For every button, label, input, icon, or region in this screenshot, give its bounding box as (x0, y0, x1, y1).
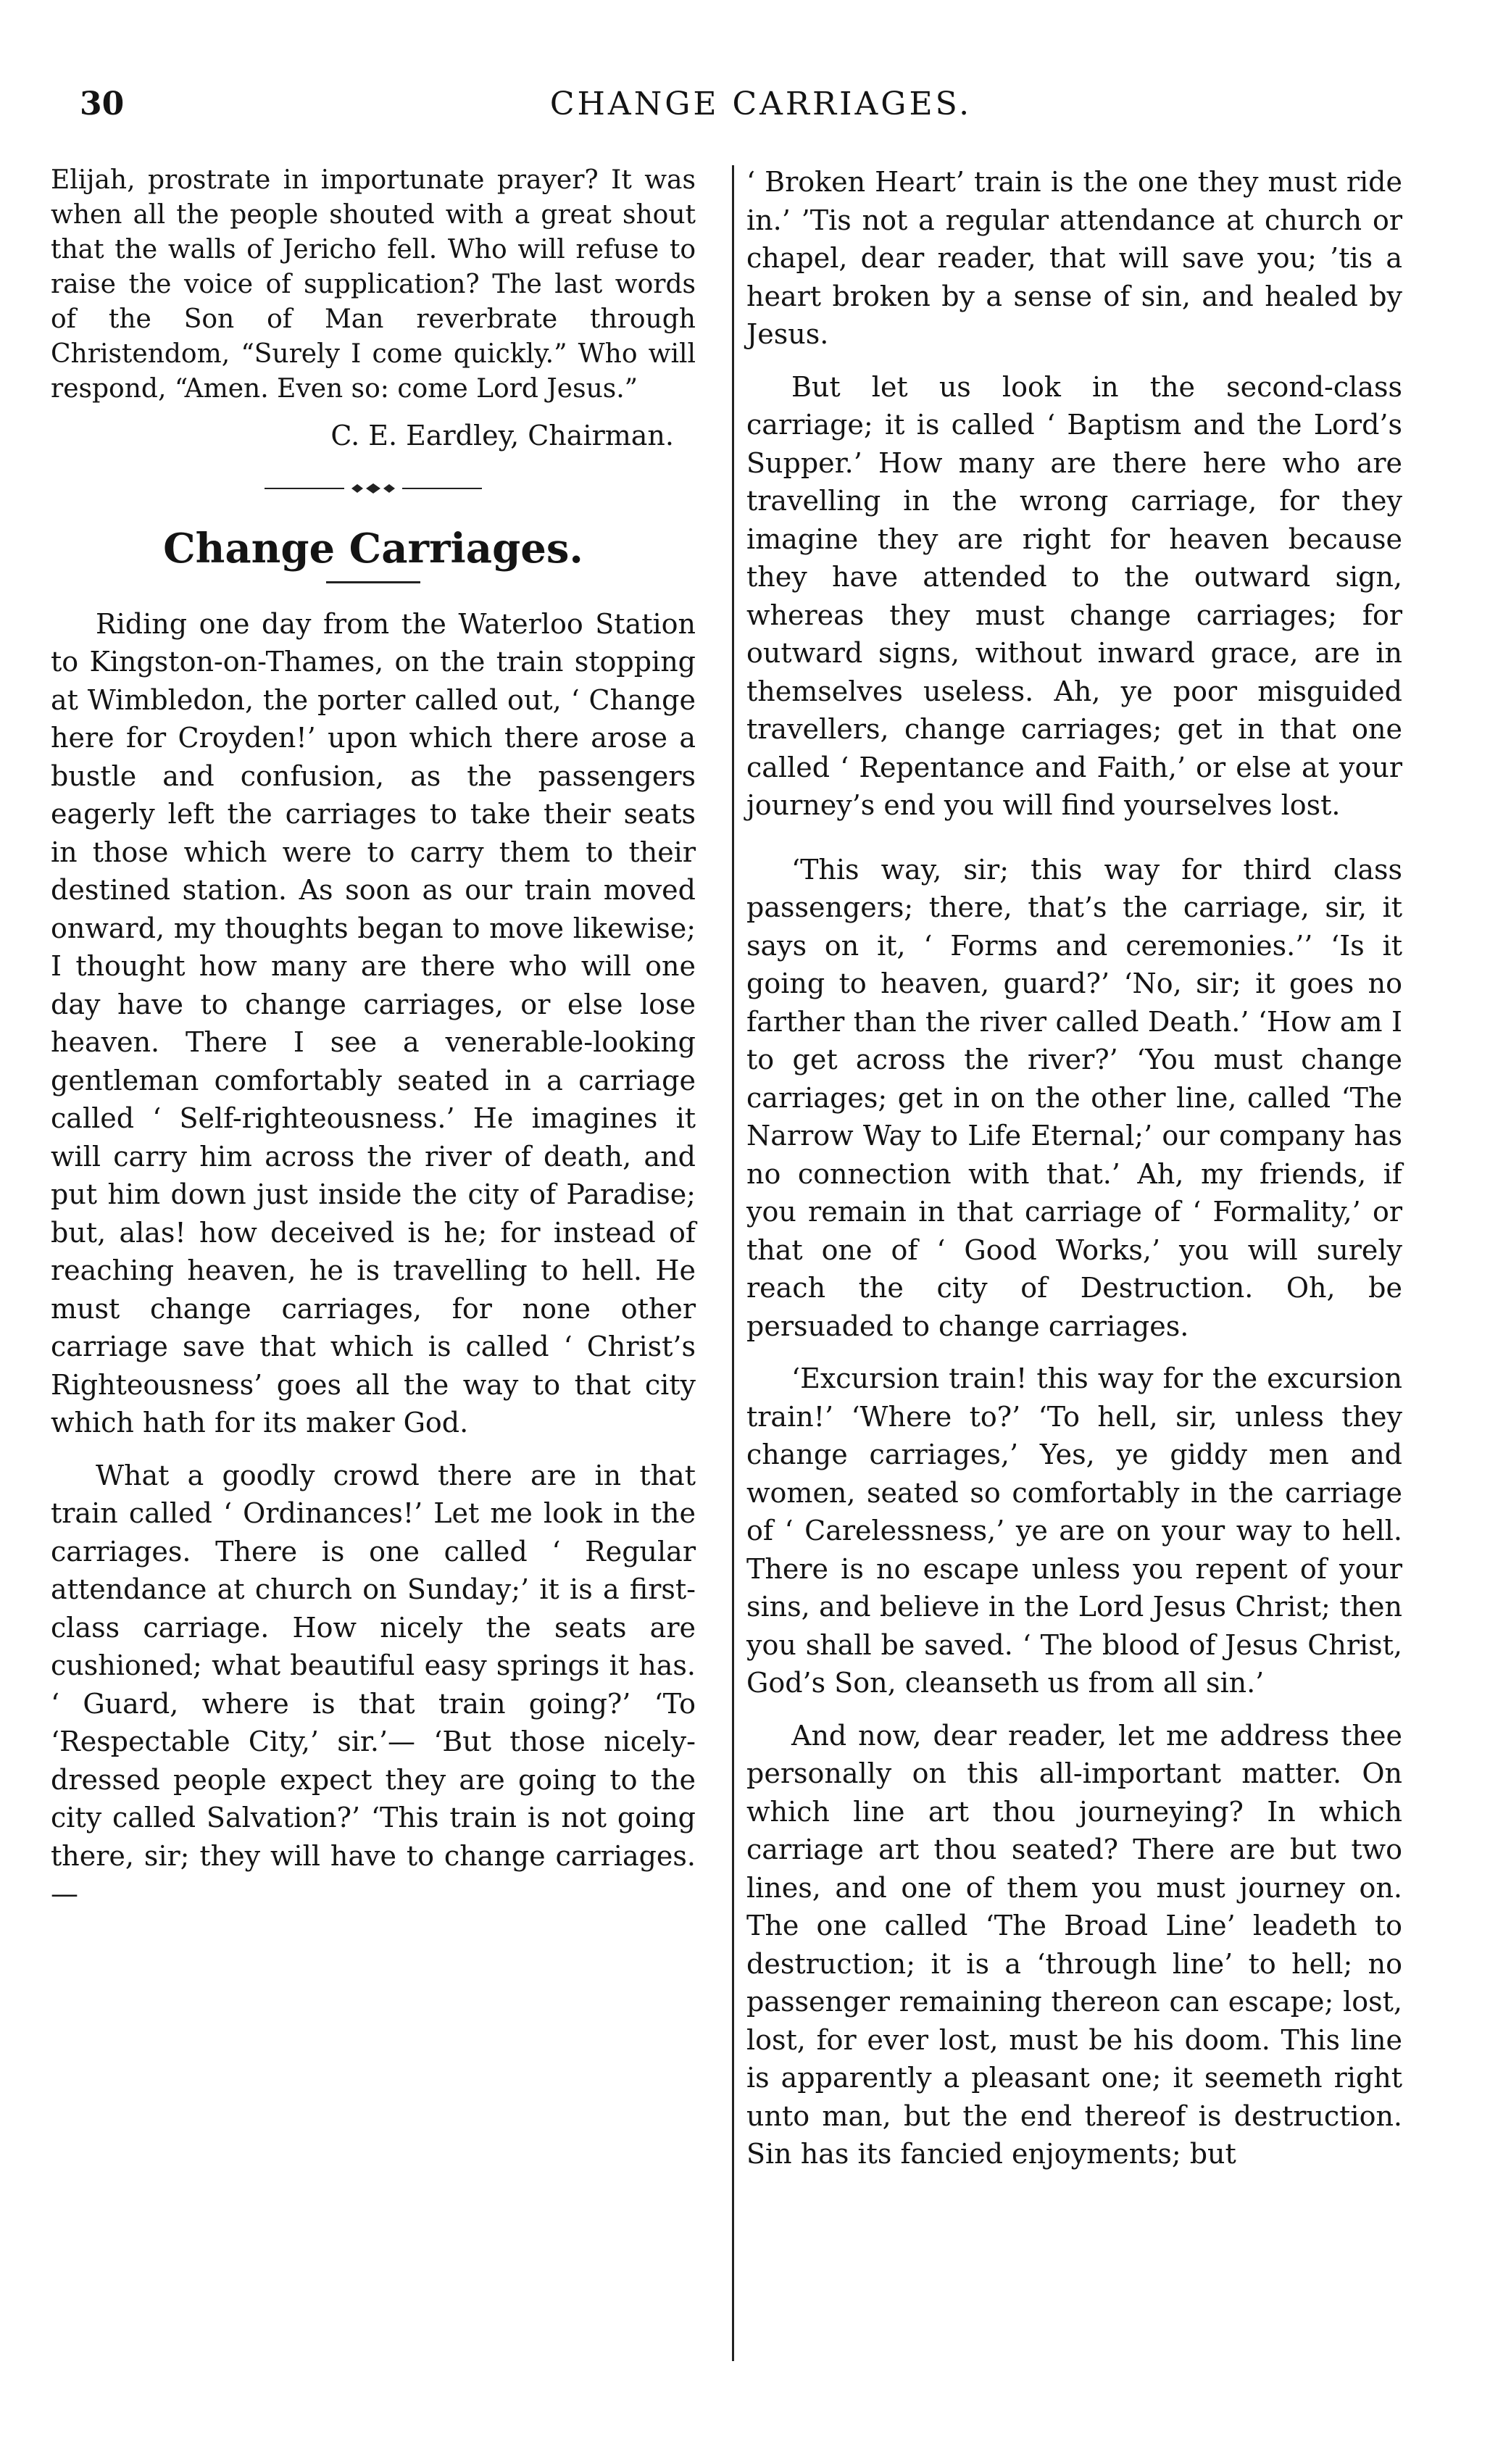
previous-article-ending: Elijah, prostrate in importunate prayer? It was when all the people shouted with a great shout that the walls of Jericho fell. Who will refuse to raise the voice of supplication? The last words of the Son of Man reverbrate through Christendom, “Surely I come quickly.” Who will respond, “Amen. Even so: come Lord Jesus.” (51, 165, 696, 404)
running-title: CHANGE CARRIAGES. (549, 86, 973, 122)
left-column (51, 163, 696, 1913)
title-rule (326, 581, 420, 583)
page-number: 30 (80, 86, 125, 122)
ornament-divider (51, 469, 696, 507)
right-column (746, 163, 1402, 2173)
article-title: Change Carriages. (163, 524, 583, 573)
column-divider (732, 165, 734, 2361)
paragraph: ‘This way, sir; this way for third class passengers; there, that’s the carriage, sir, it says on it, ‘ Forms and ceremonies.’’ ‘Is it going to heaven, guard?’ ‘No, sir; it goes no farther than the river called Death.’ ‘How am I to get across the river?’ ‘You must change carriages; get in on the other line, called ‘The Narrow Way to Life Eternal;’ our company has no connection with that.’ Ah, my friends, if you remain in that carriage of ‘ Formality,’ or that one of ‘ Good Works,’ you will surely reach the city of Destruction. Oh, be persuaded to change carriages. (746, 853, 1402, 1342)
ornament-rule-icon (265, 481, 482, 496)
paragraph: What a goodly crowd there are in that train called ‘ Ordinances!’ Let me look in the carriages. There is one called ‘ Regular attendance at church on Sunday;’ it is a first-class carriage. How nicely the seats are cushioned; what beautiful easy springs it has. ‘ Guard, where is that train going?’ ‘To ‘Respectable City,’ sir.’— ‘But those nicely-dressed people expect they are going to the city called Salvation?’ ‘This train is not going there, sir; they will have to change carriages.— (51, 1459, 696, 1910)
paragraph: ‘ Broken Heart’ train is the one they must ride in.’ ’Tis not a regular attendance at church or chapel, dear reader, that will save you; ’tis a heart broken by a sense of sin, and healed by Jesus. (746, 166, 1402, 350)
paragraph: ‘Excursion train! this way for the excursion train!’ ‘Where to?’ ‘To hell, sir, unless they change carriages,’ Yes, ye giddy men and women, seated so comfortably in the carriage of ‘ Carelessness,’ ye are on your way to hell. There is no escape unless you repent of your sins, and believe in the Lord Jesus Christ; then you shall be saved. ‘ The blood of Jesus Christ, God’s Son, cleanseth us from all sin.’ (746, 1362, 1402, 1699)
page-header (80, 86, 1442, 136)
signature: C. E. Eardley, Chairman. (330, 420, 674, 451)
paragraph: But let us look in the second-class carriage; it is called ‘ Baptism and the Lord’s Supper.’ How many are there here who are travelling in the wrong carriage, for they imagine they are right for heaven because they have attended to the outward sign, whereas they must change carriages; for outward signs, without inward grace, are in themselves useless. Ah, ye poor misguided travellers, change carriages; get in that one called ‘ Repentance and Faith,’ or else at your journey’s end you will find yourselves lost. (746, 370, 1402, 821)
paragraph: Riding one day from the Waterloo Station to Kingston-on-Thames, on the train stopping at Wimbledon, the porter called out, ‘ Change here for Croyden!’ upon which there arose a bustle and confusion, as the passengers eagerly left the carriages to take their seats in those which were to carry them to their destined station. As soon as our train moved onward, my thoughts began to move likewise; I thought how many are there who will one day have to change carriages, or else lose heaven. There I see a venerable-looking gentleman comfortably seated in a carriage called ‘ Self-righteousness.’ He imagines it will carry him across the river of death, and put him down just inside the city of Paradise; but, alas! how deceived is he; for instead of reaching heaven, he is travelling to hell. He must change carriages, for none other carriage save that which is called ‘ Christ’s Righteousness’ goes all the way to that city which hath for its maker God. (51, 607, 696, 1439)
paragraph: And now, dear reader, let me address thee personally on this all-important matter. On which line art thou journeying? In which carriage art thou seated? There are but two lines, and one of them you must journey on. The one called ‘The Broad Line’ leadeth to destruction; it is a ‘through line’ to hell; no passenger remaining thereon can escape; lost, lost, for ever lost, must be his doom. This line is apparently a pleasant one; it seemeth right unto man, but the end thereof is destruction. Sin has its fancied enjoyments; but (746, 1719, 1402, 2170)
